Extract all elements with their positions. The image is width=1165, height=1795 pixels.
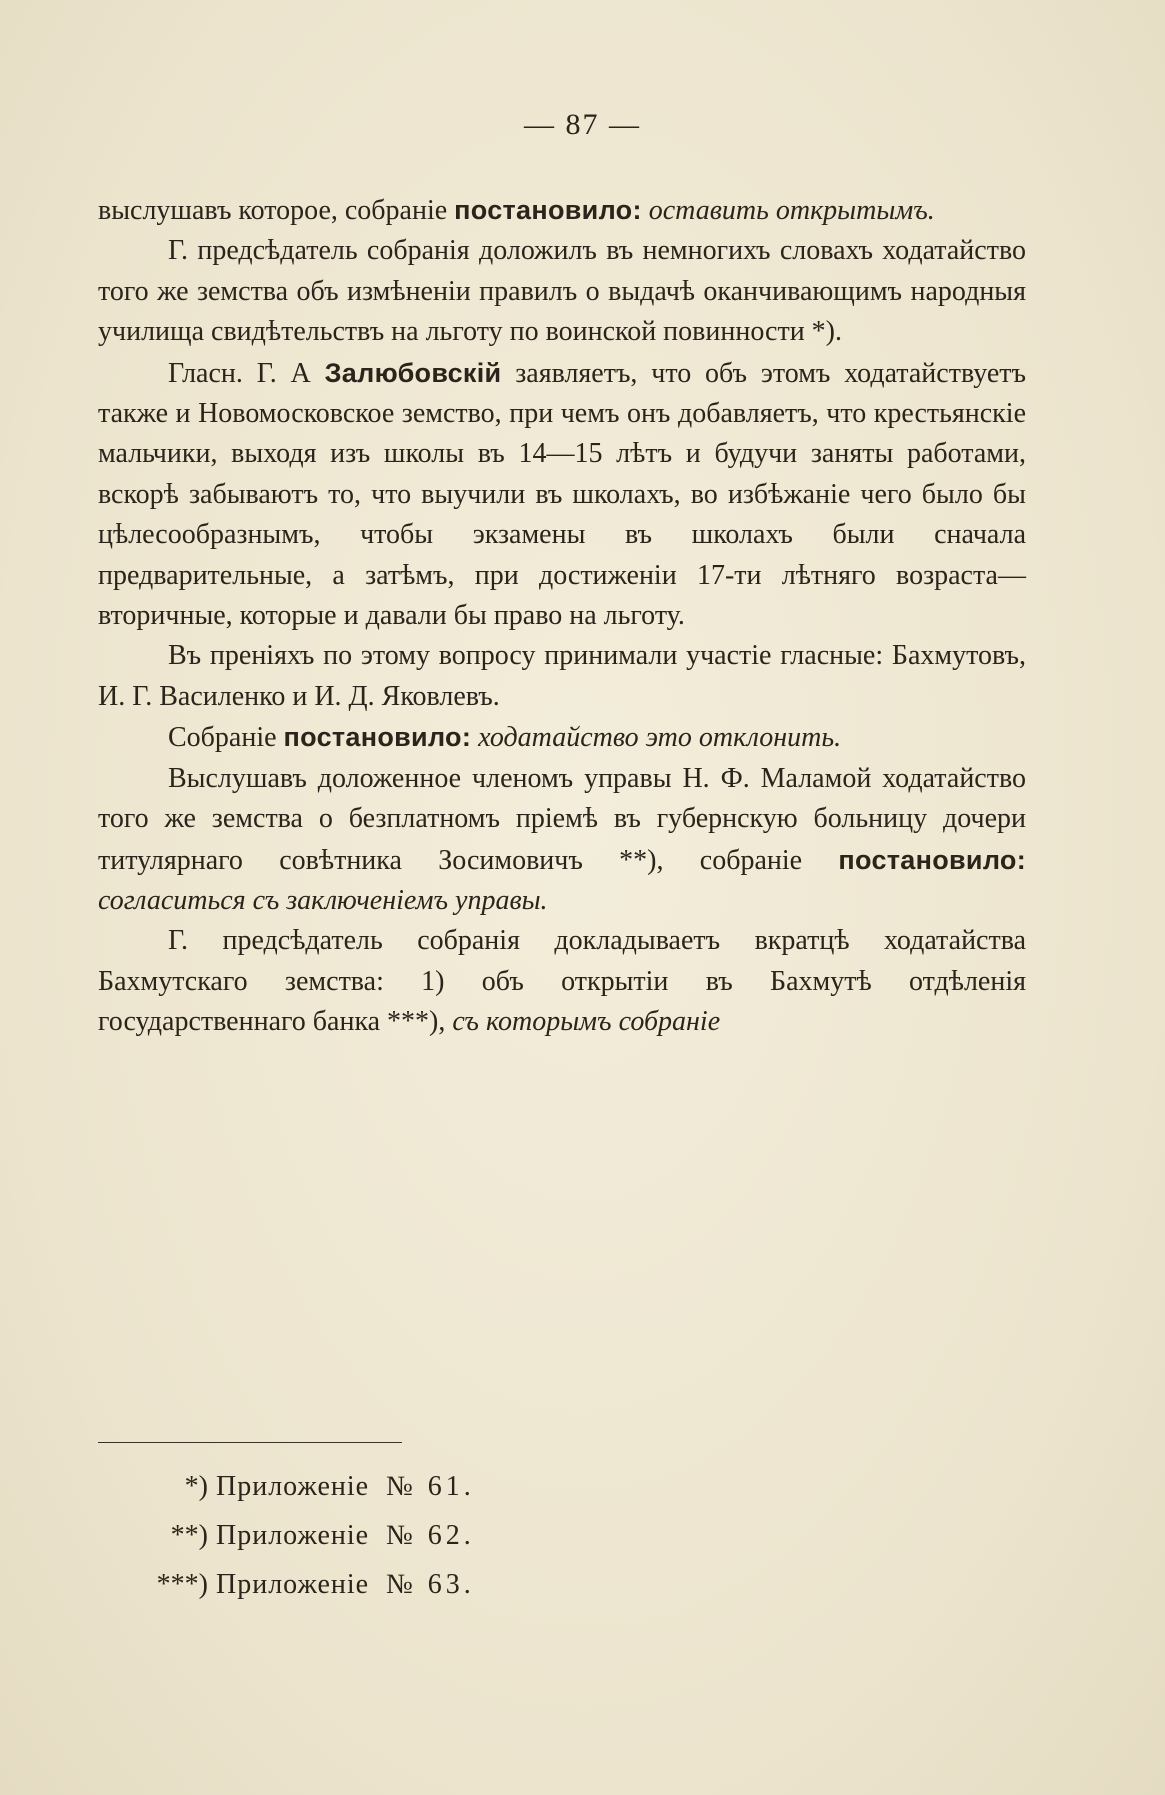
footnote-mark: ***) bbox=[156, 1569, 208, 1600]
text-run: заявляетъ, что объ этомъ ходатайствуетъ также и Новомосковское земство, при чемъ онъ добавляетъ, что крестьянскіе мальчики, выходя изъ школы въ 14—15 лѣтъ и будучи заняты работами, вскорѣ забываютъ то, что выучили въ школахъ, во избѣжаніе чего было бы цѣлесообразнымъ, чтобы экзамены въ школахъ были сначала предварительные, а затѣмъ, при достиженіи 17-ти лѣтняго возраста—вторичные, которые и давали бы право на льготу. bbox=[98, 357, 1026, 632]
footnote-number: № 61. bbox=[375, 1471, 475, 1502]
footnote bbox=[98, 1560, 598, 1609]
paragraph bbox=[98, 636, 1026, 717]
footnote-text bbox=[216, 1560, 475, 1609]
footnote-label: Приложеніе bbox=[216, 1520, 370, 1551]
footnote-text bbox=[216, 1462, 475, 1511]
footnote-text bbox=[216, 1511, 475, 1560]
footnote-number: № 63. bbox=[375, 1569, 475, 1600]
italic-text: оставить открытымъ. bbox=[641, 195, 935, 226]
paragraph bbox=[98, 231, 1026, 352]
paragraph bbox=[98, 190, 1026, 231]
bold-text: постановило: bbox=[454, 195, 642, 225]
footnote-mark: **) bbox=[170, 1520, 208, 1551]
paragraph bbox=[98, 759, 1026, 922]
footnotes bbox=[98, 1462, 598, 1609]
text-run: Гласн. Г. А bbox=[168, 357, 325, 389]
paragraph bbox=[98, 717, 1026, 758]
bold-text: постановило: bbox=[838, 844, 1026, 875]
text-run: Г. предсѣдатель собранія доложилъ въ немногихъ словахъ ходатайство того же земства объ измѣненіи правилъ о выдачѣ оканчивающимъ народныя училища свидѣтельствъ на льготу по воинской повинности *). bbox=[98, 235, 1026, 348]
footnote-mark: *) bbox=[184, 1471, 208, 1502]
footnote-label: Приложеніе bbox=[216, 1471, 370, 1502]
bold-text: постановило: bbox=[283, 722, 472, 753]
footnote bbox=[98, 1462, 598, 1511]
footnote-divider bbox=[98, 1442, 402, 1443]
italic-text: съ которымъ собраніе bbox=[452, 1006, 721, 1038]
text-run: Собраніе bbox=[168, 722, 284, 754]
footnote-label: Приложеніе bbox=[216, 1569, 370, 1600]
italic-text: ходатайство это отклонить. bbox=[471, 722, 842, 754]
footnote bbox=[98, 1511, 598, 1560]
bold-text: Залюбовскій bbox=[324, 357, 502, 388]
text-run: Въ преніяхъ по этому вопросу принимали участіе гласные: Бахмутовъ, И. Г. Василенко и И. Д. Яковлевъ. bbox=[98, 640, 1026, 712]
text-run: Г. предсѣдатель собранія докладываетъ вкратцѣ ходатайства Бахмутскаго земства: 1) объ открытіи въ Бахмутѣ отдѣленія государственнаго банка ***), bbox=[98, 925, 1026, 1038]
paragraph bbox=[98, 921, 1026, 1042]
body-text bbox=[98, 190, 1026, 1043]
footnote-number: № 62. bbox=[375, 1520, 475, 1551]
text-run: выслушавъ которое, собраніе bbox=[98, 195, 455, 226]
page-number: — 87 — bbox=[524, 108, 641, 141]
text-run: Выслушавъ доложенное членомъ управы Н. Ф. Маламой ходатайство того же земства о безплатномъ пріемѣ въ губернскую больницу дочери титулярнаго совѣтника Зосимовичъ **), собраніе bbox=[98, 762, 1026, 876]
paragraph bbox=[98, 353, 1026, 637]
italic-text: согласиться съ заключеніемъ управы. bbox=[98, 884, 548, 916]
